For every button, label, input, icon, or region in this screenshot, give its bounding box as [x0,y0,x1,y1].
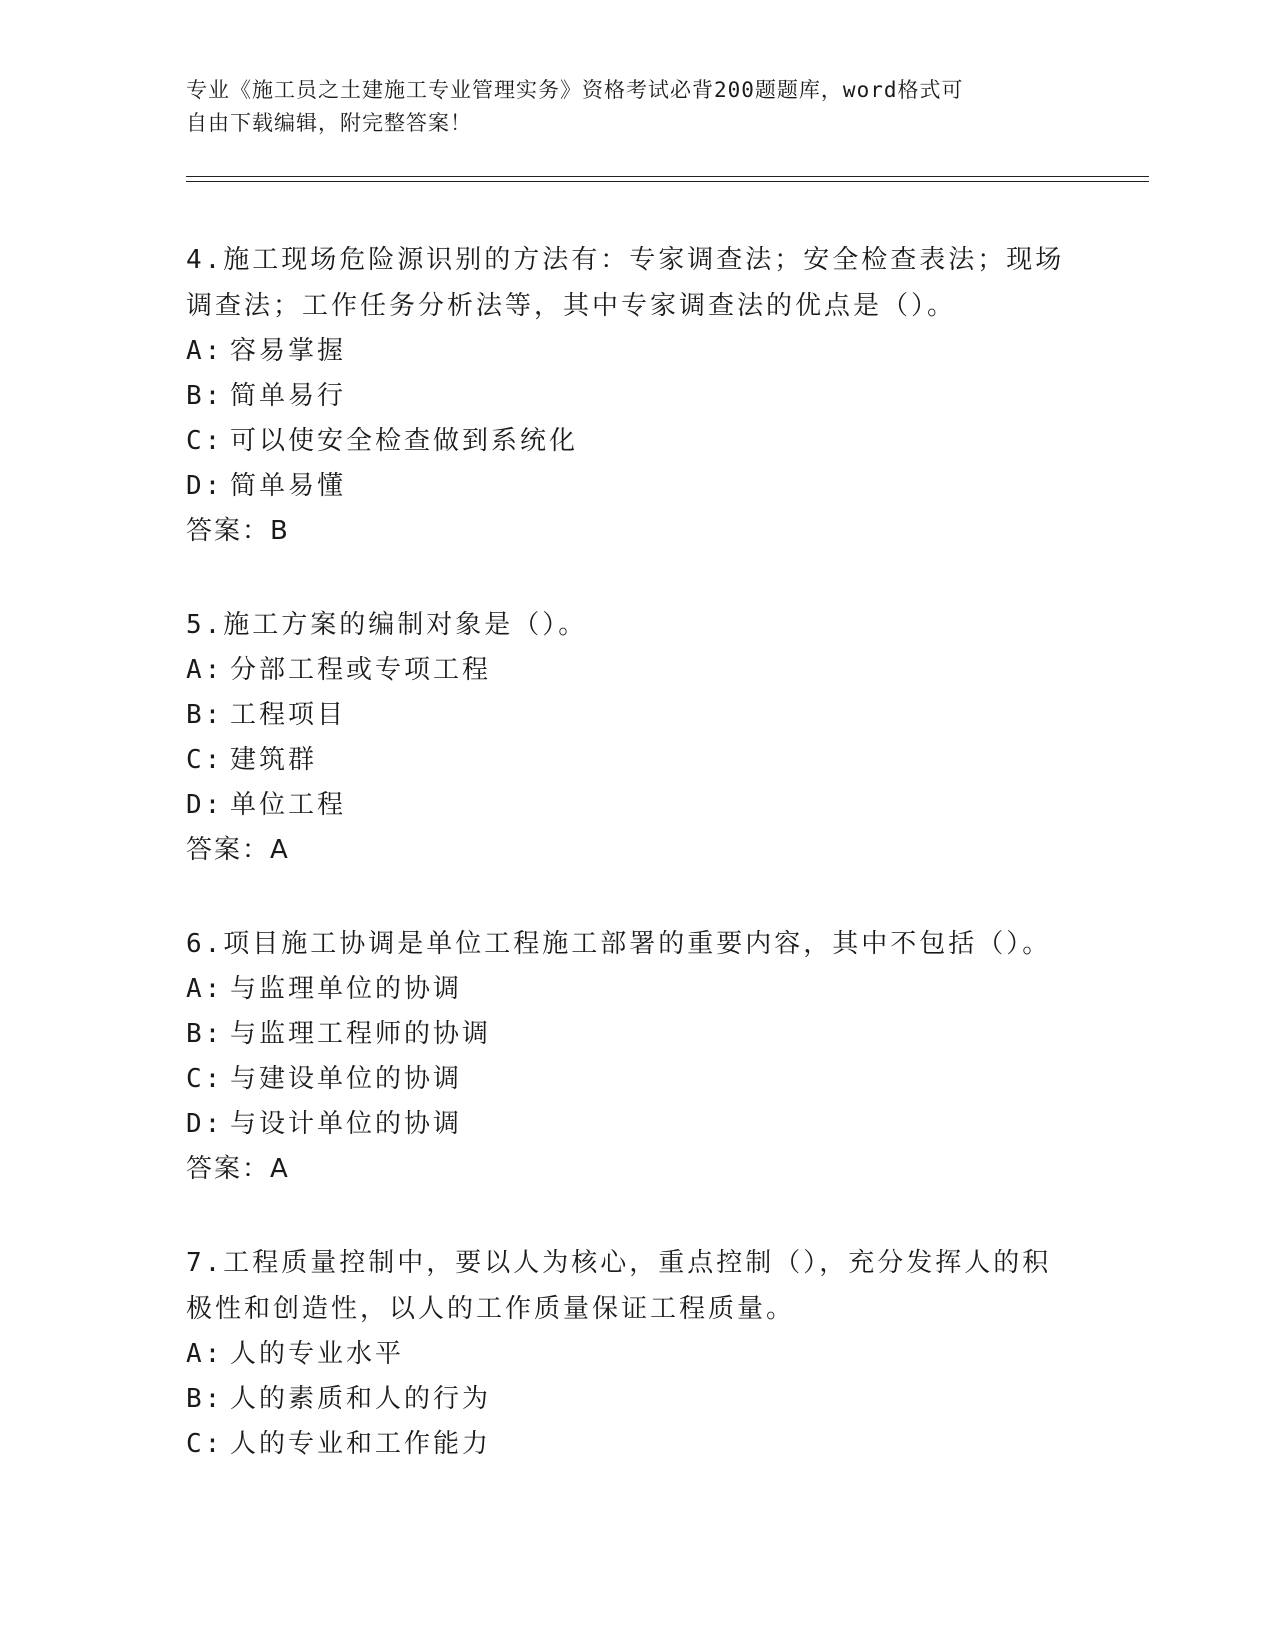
question-text: 6.项目施工协调是单位工程施工部署的重要内容，其中不包括（）。 [186,929,1052,959]
option-letter: C: [186,745,224,775]
option-a [186,1332,1066,1377]
option-text: 单位工程 [230,790,347,820]
option-letter: B: [186,381,224,411]
option-b [186,1012,1066,1057]
option-text: 人的专业和工作能力 [230,1429,492,1459]
option-letter: A: [186,974,224,1004]
option-c [186,1057,1066,1102]
answer-line: 答案：A [186,1154,290,1184]
option-letter: D: [186,471,224,501]
option-d [186,1102,1066,1147]
option-letter: A: [186,1339,224,1369]
question-text: 7.工程质量控制中，要以人为核心，重点控制（），充分发挥人的积极性和创造性，以人的工作质量保证工程质量。 [186,1248,1052,1324]
intro-line-2: 自由下载编辑，附完整答案！ [186,111,472,135]
option-c [186,1422,1066,1467]
option-letter: A: [186,655,224,685]
question-list [186,237,1066,1515]
option-text: 工程项目 [230,700,347,730]
option-text: 容易掌握 [230,336,347,366]
option-text: 简单易行 [230,381,347,411]
option-letter: B: [186,700,224,730]
option-letter: B: [186,1384,224,1414]
option-c [186,419,1066,464]
option-letter: C: [186,426,224,456]
document-header [186,74,1066,140]
option-text: 与设计单位的协调 [230,1109,463,1139]
header-divider-top [186,176,1149,177]
option-c [186,738,1066,783]
answer-line: 答案：B [186,516,290,546]
question-5 [186,602,1066,873]
header-divider-bottom [186,181,1149,182]
option-d [186,783,1066,828]
option-letter: B: [186,1019,224,1049]
option-letter: D: [186,1109,224,1139]
option-letter: A: [186,336,224,366]
question-7 [186,1240,1066,1467]
option-letter: C: [186,1064,224,1094]
option-b [186,374,1066,419]
option-letter: C: [186,1429,224,1459]
option-b [186,693,1066,738]
option-text: 建筑群 [230,745,318,775]
option-text: 与监理单位的协调 [230,974,463,1004]
question-6 [186,921,1066,1192]
question-4 [186,237,1066,554]
option-a [186,967,1066,1012]
option-a [186,329,1066,374]
option-text: 与建设单位的协调 [230,1064,463,1094]
option-text: 人的专业水平 [230,1339,405,1369]
option-a [186,648,1066,693]
answer-line: 答案：A [186,835,290,865]
option-text: 人的素质和人的行为 [230,1384,492,1414]
option-letter: D: [186,790,224,820]
option-d [186,464,1066,509]
option-text: 简单易懂 [230,471,347,501]
option-text: 可以使安全检查做到系统化 [230,426,579,456]
intro-line-1: 专业《施工员之土建施工专业管理实务》资格考试必背200题题库，word格式可 [186,78,964,102]
question-text: 5.施工方案的编制对象是（）。 [186,610,588,640]
question-text: 4.施工现场危险源识别的方法有：专家调查法；安全检查表法；现场调查法；工作任务分析法等，其中专家调查法的优点是（）。 [186,245,1065,321]
option-text: 分部工程或专项工程 [230,655,492,685]
option-text: 与监理工程师的协调 [230,1019,492,1049]
option-b [186,1377,1066,1422]
